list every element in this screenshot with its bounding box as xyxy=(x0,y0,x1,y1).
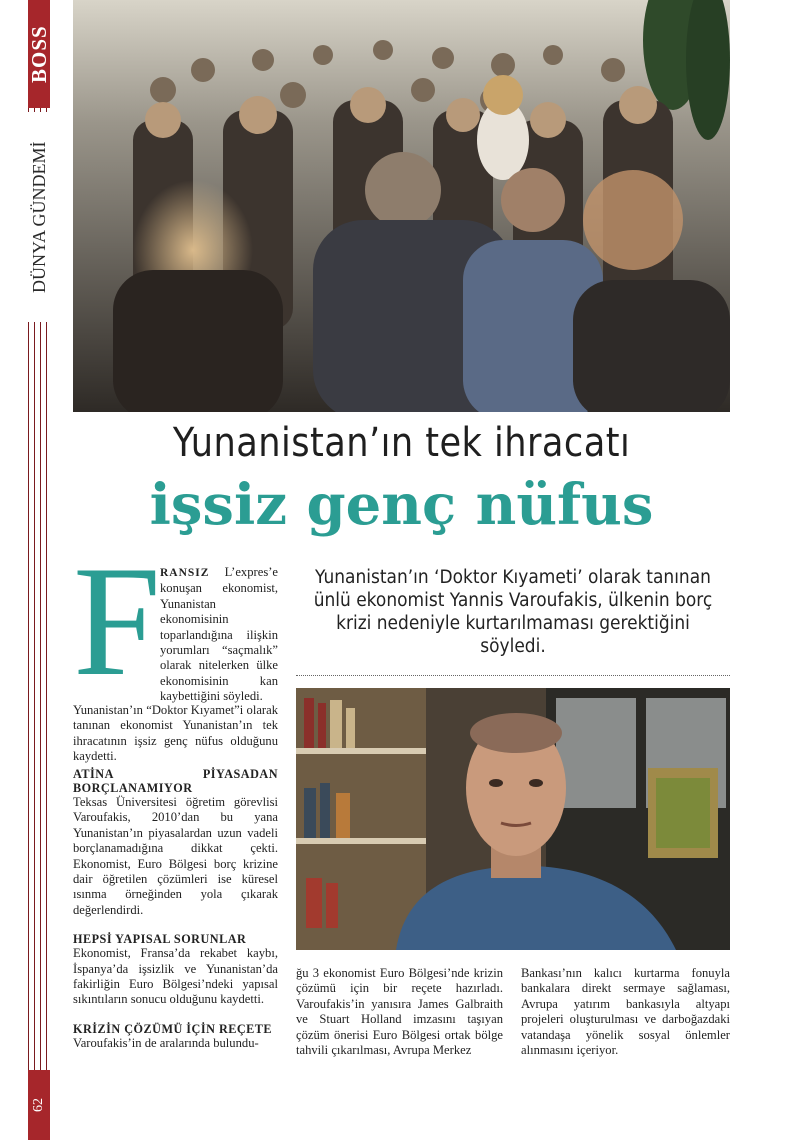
brand-logo: BOSS xyxy=(27,25,51,83)
sidebar xyxy=(0,0,50,1140)
section-heading: HEPSİ YAPISAL SORUNLAR xyxy=(73,932,247,947)
headline-line1: Yunanistan’ın tek ihracatı xyxy=(172,420,631,466)
section-title: DÜNYA GÜNDEMİ xyxy=(28,112,50,322)
article-column-2 xyxy=(296,966,503,1058)
drop-cap: F xyxy=(73,534,161,709)
intro-paragraph xyxy=(160,565,278,705)
article-lede: Yunanistan’ın ‘Doktor Kıyameti’ olarak tanınan ünlü ekonomist Yannis Varoufakis, ülkenin borç krizi nedeniyle kurtarılmaması gerektiğini söyledi. xyxy=(313,567,713,657)
section-heading: KRİZİN ÇÖZÜMÜ İÇİN REÇETE xyxy=(73,1021,273,1036)
crowd-illustration xyxy=(73,0,730,412)
intro-text: L’expres’e konuşan ekonomist, Yunanistan ekonomisinin toparlandığına ilişkin yorumları “saçmalık” olarak nitelerken ülke ekonomisinin kan kaybettiğini söyledi. xyxy=(160,565,278,704)
intro-continuation-text: Yunanistan’ın “Doktor Kıyamet”i olarak tanınan ekonomist Yunanistan’ın tek ihracatının işsiz genç nüfus olduğunu kaydetti. xyxy=(73,703,278,764)
section-heading: ATİNA PİYASADAN BORÇLANAMIYOR xyxy=(73,767,278,795)
portrait-illustration xyxy=(296,688,730,950)
article-column-3 xyxy=(521,966,730,1058)
intro-continuation xyxy=(73,703,278,765)
crowd-photo xyxy=(73,0,730,412)
column-text: Bankası’nın kalıcı kurtarma fonuyla bankalara direkt sermaye sağlaması, Avrupa yatırım bankasıyla altyapı projeleri oluşturulması ve darboğazdaki vatandaşa yönelik sosyal önlemler alınmasını içeriyor. xyxy=(521,966,730,1058)
headline-line2: işsiz genç nüfus xyxy=(149,472,654,538)
column-text: ğu 3 ekonomist Euro Bölgesi’nde krizin çözümü için bir reçete hazırladı. Varoufakis’in yanısıra James Galbraith ve Stuart Holland imzasını taşıyan çözüm önerisi Euro Bölgesi ortak bölge tahvili çıkarılması, Avrupa Merkez xyxy=(296,966,503,1058)
portrait-photo xyxy=(296,688,730,950)
intro-lead: RANSIZ xyxy=(160,567,210,579)
section-body: Teksas Üniversitesi öğretim görevlisi Varoufakis, 2010’dan bu yana Yunanistan’ın piyasalardan uzun vadeli borçlanamadığına dikkat çekti. Ekonomist, Euro Bölgesi borç krizine dair öğretilen çözümleri ise küresel ısınma örneğinden yola çıkarak değerlendirdi. xyxy=(73,795,278,917)
lede-divider xyxy=(296,675,730,676)
section-body: Ekonomist, Fransa’da rekabet kaybı, İspanya’da işsizlik ve Yunanistan’da fakirliğin Euro Bölgesi’ndeki yapısal sıkıntıların sonucu olduğunu kaydetti. xyxy=(73,946,278,1007)
page-number: 62 xyxy=(31,1098,46,1112)
section-body: Varoufakis’in de aralarında bulundu- xyxy=(73,1035,259,1050)
article-column-1 xyxy=(73,767,278,1051)
